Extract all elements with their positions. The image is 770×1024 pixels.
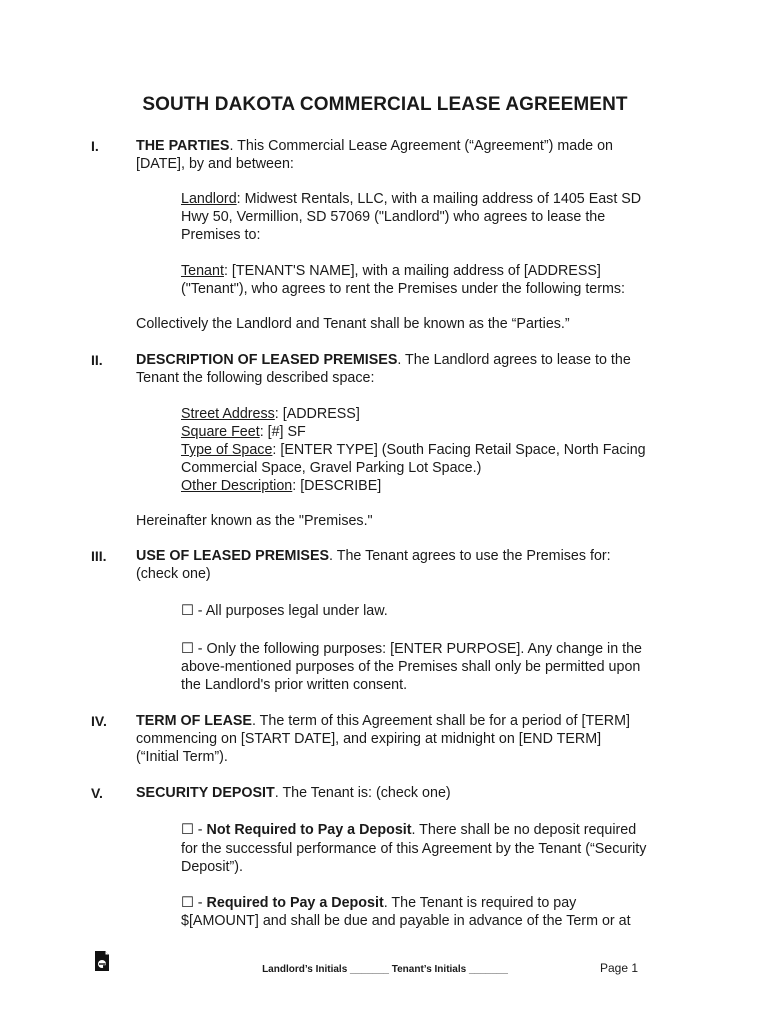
type-of-space-line: Type of Space: [ENTER TYPE] (South Facing Retail Space, North Facing — [181, 442, 646, 458]
checkbox-specific-purposes[interactable]: ☐ — [181, 641, 194, 657]
section-number-5: V. — [91, 785, 103, 801]
footer-initials: Landlord’s Initials _______ Tenant’s Initials _______ — [262, 964, 508, 975]
landlord-line-2: Hwy 50, Vermillion, SD 57069 ("Landlord") who agrees to lease the — [181, 209, 606, 225]
section-5-heading: SECURITY DEPOSIT — [136, 785, 275, 801]
section-2-line-1: DESCRIPTION OF LEASED PREMISES. The Landlord agrees to lease to the — [136, 352, 631, 368]
section-3-line-1: USE OF LEASED PREMISES. The Tenant agrees to use the Premises for: — [136, 548, 611, 564]
landlord-line-1: Landlord: Midwest Rentals, LLC, with a mailing address of 1405 East SD — [181, 191, 642, 207]
checkbox-not-required[interactable]: ☐ — [181, 822, 194, 838]
deposit-not-required-line-2: for the successful performance of this Agreement by the Tenant (“Security — [181, 841, 647, 857]
section-1-heading: THE PARTIES — [136, 138, 230, 154]
hereinafter-premises: Hereinafter known as the "Premises." — [136, 513, 373, 529]
section-2-heading: DESCRIPTION OF LEASED PREMISES — [136, 352, 398, 368]
section-4-line-3: (“Initial Term”). — [136, 749, 228, 765]
type-of-space-line-2: Commercial Space, Gravel Parking Lot Space.) — [181, 460, 482, 476]
tenant-label: Tenant — [181, 263, 224, 279]
tenant-line-1: Tenant: [TENANT'S NAME], with a mailing address of [ADDRESS] — [181, 263, 601, 279]
checkbox-required[interactable]: ☐ — [181, 895, 194, 911]
section-4-heading: TERM OF LEASE — [136, 713, 252, 729]
section-number-4: IV. — [91, 713, 107, 729]
section-2-line-2: Tenant the following described space: — [136, 370, 375, 386]
section-5-line-1: SECURITY DEPOSIT. The Tenant is: (check one) — [136, 785, 451, 801]
use-option-all-purposes: ☐ - All purposes legal under law. — [181, 603, 388, 619]
section-4-line-2: commencing on [START DATE], and expiring at midnight on [END TERM] — [136, 731, 602, 747]
street-address-label: Street Address — [181, 406, 275, 422]
section-number-3: III. — [91, 548, 107, 564]
parties-collective: Collectively the Landlord and Tenant shall be known as the “Parties.” — [136, 316, 570, 332]
deposit-option-not-required: ☐ - Not Required to Pay a Deposit. There shall be no deposit required — [181, 822, 637, 838]
use-option-specific-purposes: ☐ - Only the following purposes: [ENTER PURPOSE]. Any change in the — [181, 641, 643, 657]
use-option-line-3: the Landlord's prior written consent. — [181, 677, 408, 693]
deposit-required-line-2: $[AMOUNT] and shall be due and payable in advance of the Term or at — [181, 913, 631, 929]
type-of-space-label: Type of Space — [181, 442, 273, 458]
other-description-label: Other Description — [181, 478, 293, 494]
section-number-2: II. — [91, 352, 103, 368]
checkbox-all-purposes[interactable]: ☐ — [181, 603, 194, 619]
page-number: Page 1 — [600, 961, 639, 975]
other-description-line: Other Description: [DESCRIBE] — [181, 478, 382, 494]
deposit-not-required-line-3: Deposit”). — [181, 859, 243, 875]
tenant-line-2: ("Tenant"), who agrees to rent the Premises under the following terms: — [181, 281, 626, 297]
section-3-line-2: (check one) — [136, 566, 211, 582]
square-feet-line: Square Feet: [#] SF — [181, 424, 306, 440]
use-option-line-2: above-mentioned purposes of the Premises shall only be permitted upon — [181, 659, 641, 675]
section-1-line-2: [DATE], by and between: — [136, 156, 294, 172]
section-3-heading: USE OF LEASED PREMISES — [136, 548, 330, 564]
street-address-line: Street Address: [ADDRESS] — [181, 406, 360, 422]
landlord-line-3: Premises to: — [181, 227, 261, 243]
section-1-line-1: THE PARTIES. This Commercial Lease Agreement (“Agreement”) made on — [136, 138, 613, 154]
document-title: SOUTH DAKOTA COMMERCIAL LEASE AGREEMENT — [142, 94, 628, 115]
section-4-line-1: TERM OF LEASE. The term of this Agreement shall be for a period of [TERM] — [136, 713, 630, 729]
deposit-option-required: ☐ - Required to Pay a Deposit. The Tenant is required to pay — [181, 895, 577, 911]
square-feet-label: Square Feet — [181, 424, 260, 440]
section-number-1: I. — [91, 138, 99, 154]
landlord-label: Landlord — [181, 191, 237, 207]
